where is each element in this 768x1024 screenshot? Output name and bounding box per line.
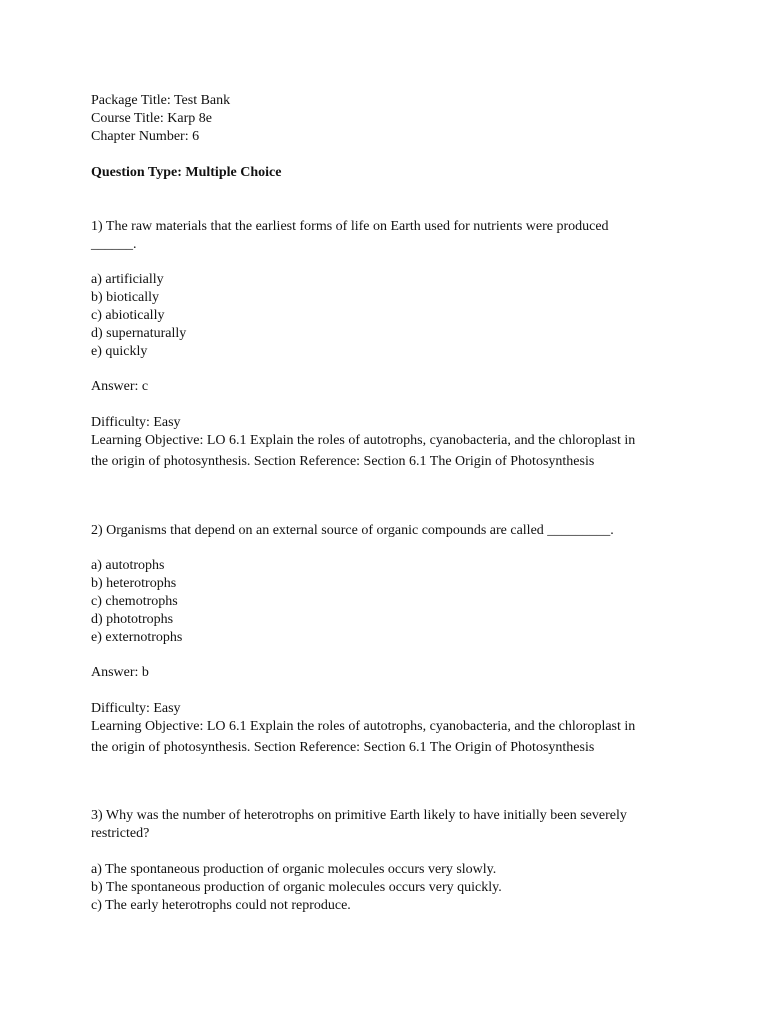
question-3-option-b: b) The spontaneous production of organic molecules occurs very quickly. <box>91 880 502 895</box>
question-2-option-c: c) chemotrophs <box>91 594 178 609</box>
question-2-option-d: d) phototrophs <box>91 612 174 627</box>
question-1-option-e: e) quickly <box>91 344 148 359</box>
question-1-objective-line-2: the origin of photosynthesis. Section Reference: Section 6.1 The Origin of Photosynthesis <box>91 454 595 469</box>
question-1-stem-line-2: ______. <box>91 237 137 252</box>
question-3-stem-line-2: restricted? <box>91 826 150 841</box>
chapter-number: Chapter Number: 6 <box>91 129 200 144</box>
question-2-stem-line-1: 2) Organisms that depend on an external source of organic compounds are called _________. <box>91 523 614 538</box>
question-type-heading: Question Type: Multiple Choice <box>91 165 282 180</box>
question-1-answer: Answer: c <box>91 379 149 394</box>
question-1-option-c: c) abiotically <box>91 308 165 323</box>
question-1-option-d: d) supernaturally <box>91 326 187 341</box>
question-1-difficulty: Difficulty: Easy <box>91 415 181 430</box>
question-1-stem-line-1: 1) The raw materials that the earliest forms of life on Earth used for nutrients were produced <box>91 219 609 234</box>
question-2-objective-line-2: the origin of photosynthesis. Section Reference: Section 6.1 The Origin of Photosynthesis <box>91 740 595 755</box>
package-title: Package Title: Test Bank <box>91 93 231 108</box>
question-2-answer: Answer: b <box>91 665 149 680</box>
question-3-option-c: c) The early heterotrophs could not reproduce. <box>91 898 351 913</box>
course-title: Course Title: Karp 8e <box>91 111 212 126</box>
question-1-option-a: a) artificially <box>91 272 164 287</box>
question-2-option-e: e) externotrophs <box>91 630 183 645</box>
question-2-objective-line-1: Learning Objective: LO 6.1 Explain the roles of autotrophs, cyanobacteria, and the chloroplast in <box>91 719 636 734</box>
question-1-objective-line-1: Learning Objective: LO 6.1 Explain the roles of autotrophs, cyanobacteria, and the chloroplast in <box>91 433 636 448</box>
question-2-option-b: b) heterotrophs <box>91 576 177 591</box>
question-1-option-b: b) biotically <box>91 290 160 305</box>
question-2-option-a: a) autotrophs <box>91 558 165 573</box>
question-3-stem-line-1: 3) Why was the number of heterotrophs on primitive Earth likely to have initially been severely <box>91 808 627 823</box>
question-3-option-a: a) The spontaneous production of organic molecules occurs very slowly. <box>91 862 497 877</box>
question-2-difficulty: Difficulty: Easy <box>91 701 181 716</box>
